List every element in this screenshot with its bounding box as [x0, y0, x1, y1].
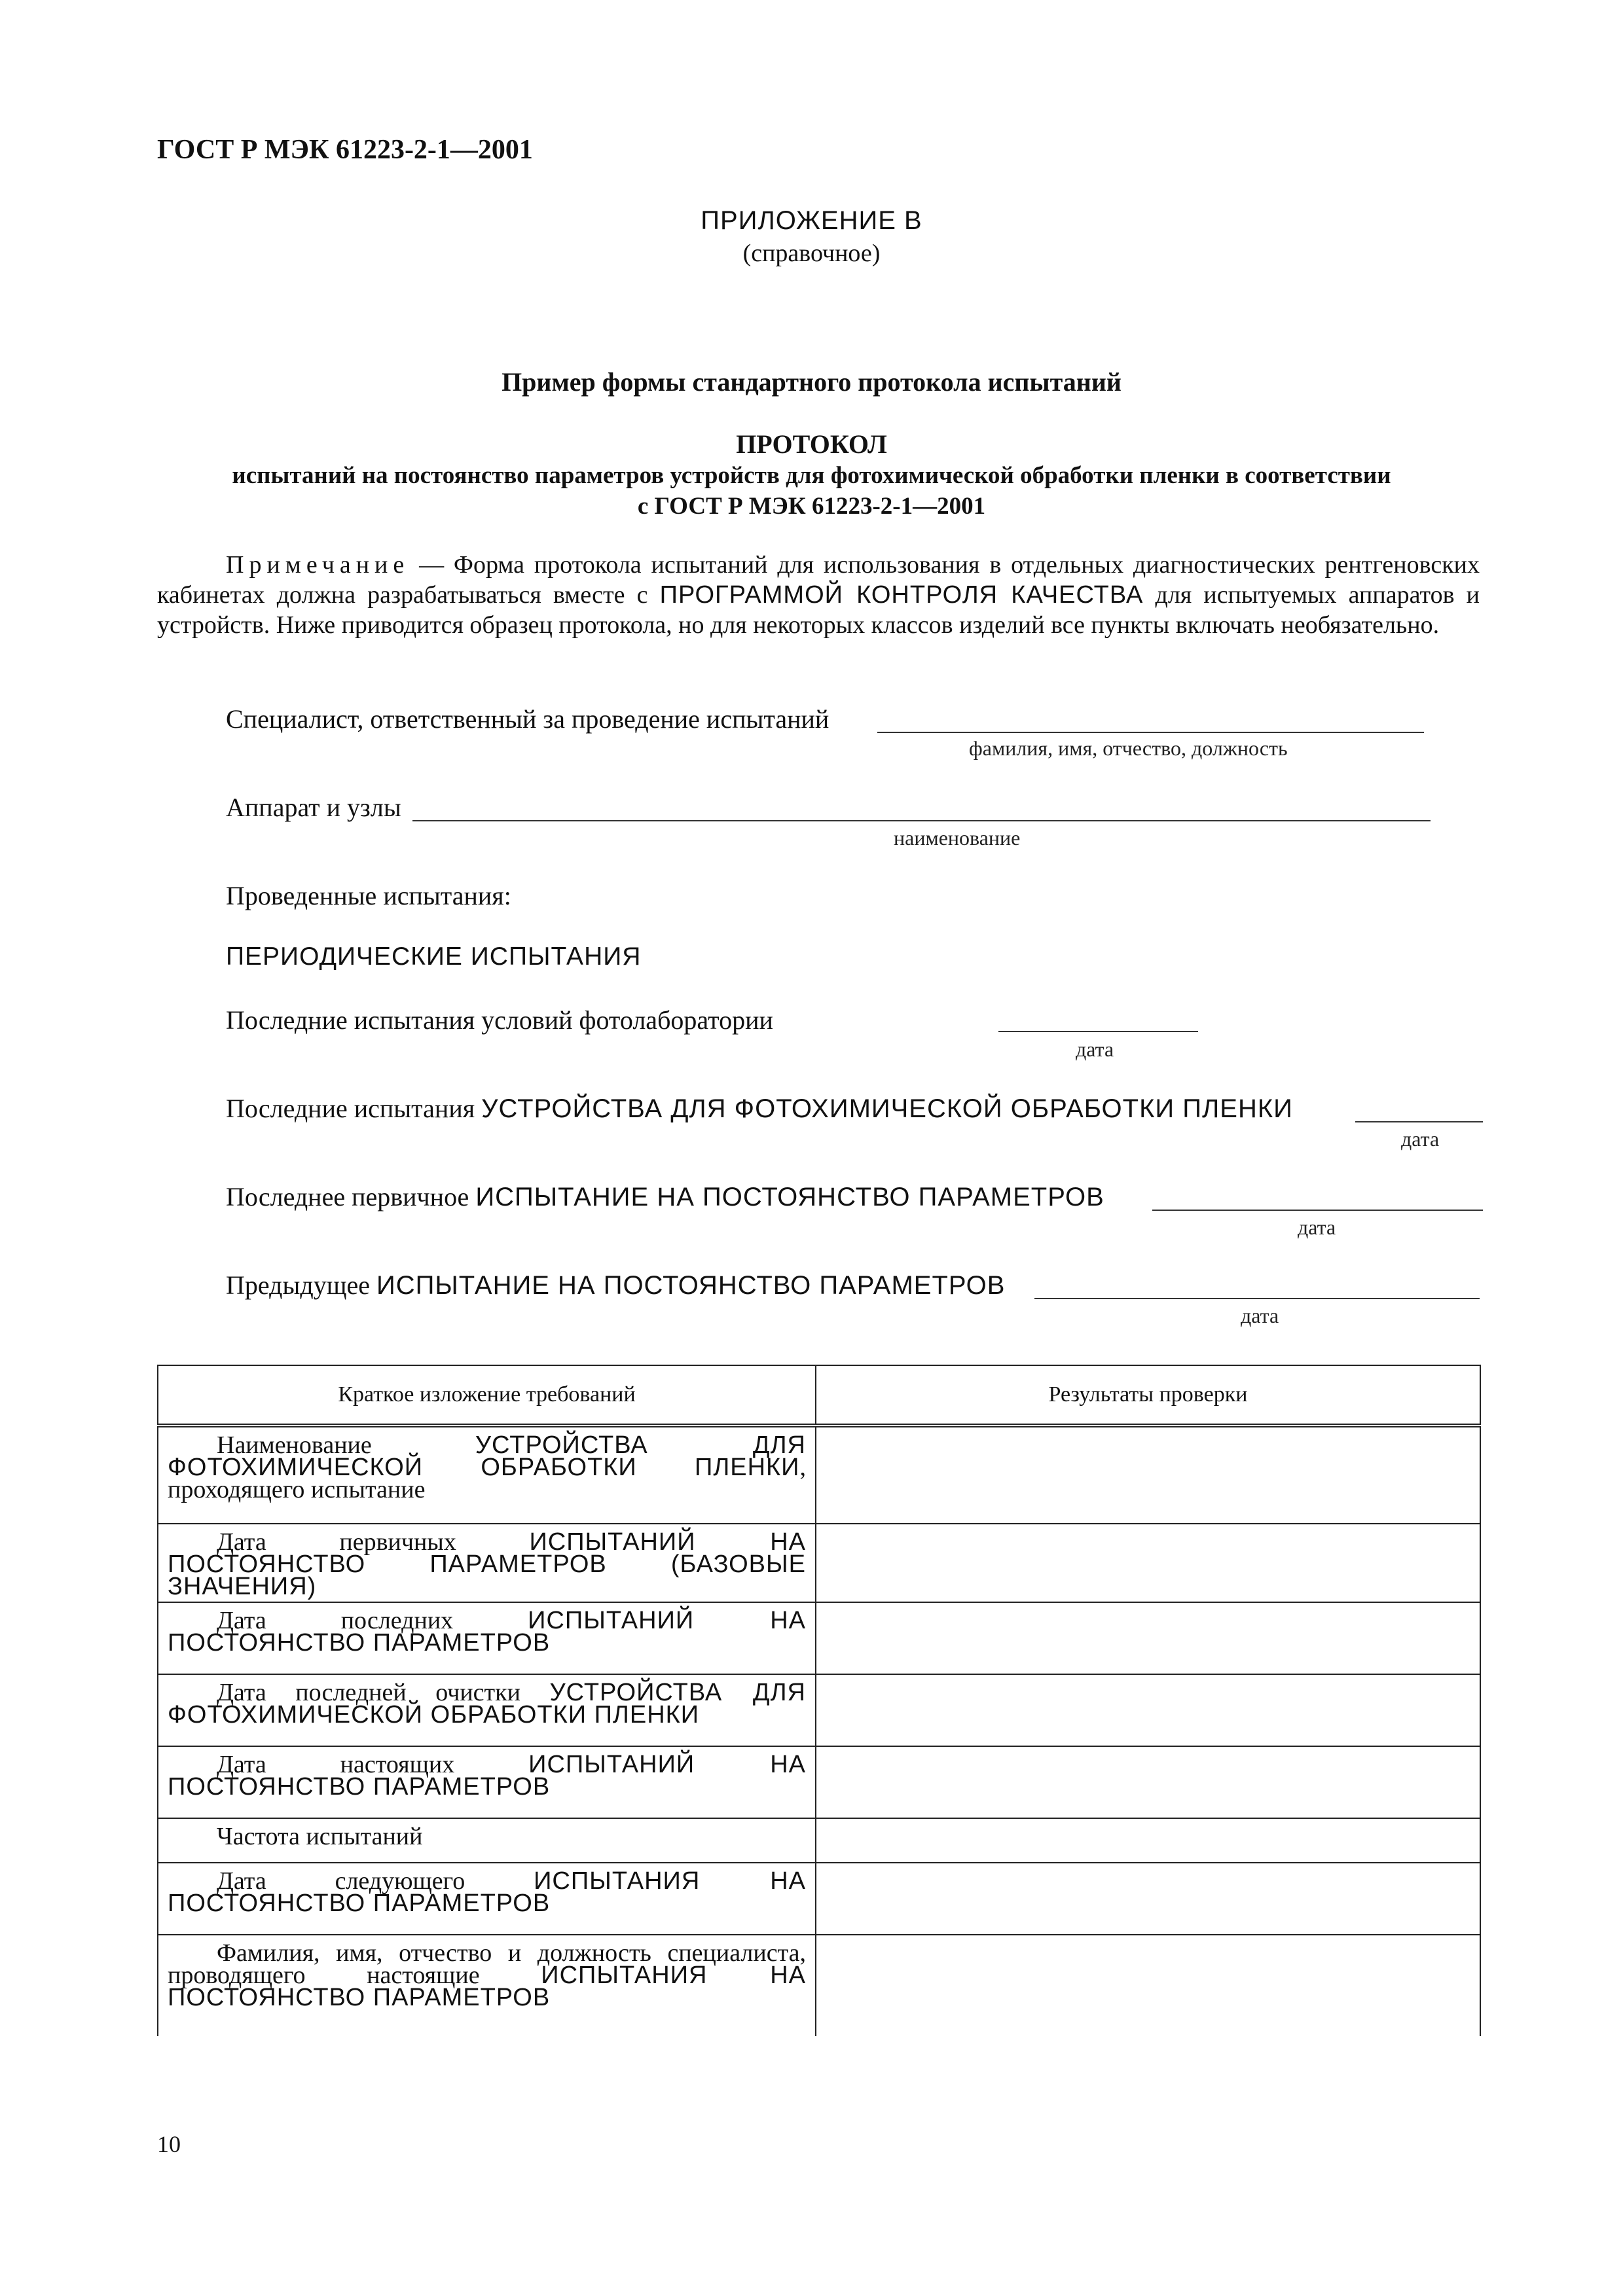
- note-text-part1: Форма протокола испытаний для использования в отдельных диагностических рентгеновских кабинетах должна разрабатываться вместе с: [157, 551, 1480, 609]
- requirement-caps: ИСПЫТАНИЯ НА ПОСТОЯНСТВО ПАРАМЕТРОВ: [168, 1962, 806, 2011]
- header-results: Результаты проверки: [816, 1365, 1480, 1426]
- last-device-label-plain: Последние испытания: [226, 1094, 482, 1123]
- requirement-text: Дата первичных: [217, 1528, 530, 1556]
- table-row: [158, 1674, 1480, 1746]
- previous-label-plain: Предыдущее: [226, 1270, 376, 1300]
- annex-title: ПРИЛОЖЕНИЕ В: [701, 206, 922, 235]
- table-row: [158, 1524, 1480, 1602]
- note-label: Примечание: [226, 551, 410, 579]
- result-cell[interactable]: [816, 1746, 1480, 1818]
- last-device-label-caps: УСТРОЙСТВА ДЛЯ ФОТОХИМИЧЕСКОЙ ОБРАБОТКИ ПЛЕНКИ: [481, 1094, 1293, 1123]
- result-cell[interactable]: [816, 1935, 1480, 2036]
- previous-date-line[interactable]: [1034, 1298, 1480, 1299]
- note-dash: —: [409, 551, 454, 579]
- table-row: [158, 1935, 1480, 2036]
- last-device-date-line[interactable]: [1355, 1121, 1483, 1122]
- apparatus-label: Аппарат и узлы: [226, 793, 401, 822]
- requirement-text: Наименование: [217, 1431, 475, 1459]
- note-text-caps: ПРОГРАММОЙ КОНТРОЛЯ КАЧЕСТВА: [659, 581, 1144, 609]
- last-primary-label-caps: ИСПЫТАНИЕ НА ПОСТОЯНСТВО ПАРАМЕТРОВ: [475, 1183, 1104, 1211]
- apparatus-caption: наименование: [894, 826, 1021, 850]
- last-device-tests-label: [226, 1093, 1293, 1124]
- requirement-text: Фамилия, имя, отчество и должность специалиста, проводящего настоящие: [168, 1939, 806, 1989]
- protocol-subtitle-line2: с ГОСТ Р МЭК 61223-2-1—2001: [637, 493, 986, 520]
- requirement-text-tail: , проходящего испытание: [168, 1454, 806, 1503]
- requirement-caps: ИСПЫТАНИЙ НА ПОСТОЯНСТВО ПАРАМЕТРОВ (БАЗОВЫЕ ЗНАЧЕНИЯ): [168, 1528, 806, 1600]
- table-header-row: [158, 1365, 1480, 1426]
- table-row: [158, 1746, 1480, 1818]
- result-cell[interactable]: [816, 1863, 1480, 1935]
- requirement-cell: [158, 1426, 816, 1524]
- page-number: 10: [157, 2131, 181, 2157]
- table-row: [158, 1602, 1480, 1674]
- last-primary-date-caption: дата: [1298, 1215, 1336, 1239]
- requirement-caps: УСТРОЙСТВА ДЛЯ ФОТОХИМИЧЕСКОЙ ОБРАБОТКИ ПЛЕНКИ: [168, 1679, 806, 1729]
- result-cell[interactable]: [816, 1602, 1480, 1674]
- last-lab-date-caption: дата: [1076, 1037, 1114, 1061]
- header-requirements: Краткое изложение требований: [158, 1365, 816, 1426]
- document-id: ГОСТ Р МЭК 61223-2-1—2001: [157, 135, 533, 165]
- requirement-text: Частота испытаний: [217, 1823, 423, 1850]
- example-title: Пример формы стандартного протокола испытаний: [501, 367, 1122, 397]
- specialist-input-line[interactable]: [877, 732, 1424, 733]
- last-lab-tests-label: Последние испытания условий фотолаборатории: [226, 1005, 773, 1035]
- specialist-caption: фамилия, имя, отчество, должность: [969, 736, 1288, 760]
- result-cell[interactable]: [816, 1674, 1480, 1746]
- table-row: [158, 1863, 1480, 1935]
- last-primary-label-plain: Последнее первичное: [226, 1182, 476, 1211]
- periodic-tests-label: ПЕРИОДИЧЕСКИЕ ИСПЫТАНИЯ: [226, 942, 642, 971]
- last-device-date-caption: дата: [1401, 1127, 1440, 1151]
- requirement-cell: [158, 1746, 816, 1818]
- last-primary-date-line[interactable]: [1152, 1210, 1483, 1211]
- table-row: [158, 1818, 1480, 1863]
- apparatus-input-line[interactable]: [412, 820, 1431, 821]
- last-lab-date-line[interactable]: [998, 1031, 1198, 1032]
- previous-test-label: [226, 1270, 1005, 1300]
- requirement-caps: ИСПЫТАНИЙ НА ПОСТОЯНСТВО ПАРАМЕТРОВ: [168, 1751, 806, 1801]
- note-text-part2: для испытуемых аппаратов и устройств. Ниже приводится образец протокола, но для некоторых классов изделий все пункты включать необязательно.: [157, 581, 1480, 639]
- requirement-text: Дата следующего: [217, 1867, 534, 1895]
- requirement-text: Дата последней очистки: [217, 1679, 550, 1706]
- result-cell[interactable]: [816, 1524, 1480, 1602]
- requirement-cell: [158, 1935, 816, 2036]
- results-table: [157, 1365, 1481, 2036]
- requirement-cell: [158, 1674, 816, 1746]
- requirement-caps: УСТРОЙСТВА ДЛЯ ФОТОХИМИЧЕСКОЙ ОБРАБОТКИ ПЛЕНКИ: [168, 1431, 806, 1481]
- tests-done-label: Проведенные испытания:: [226, 881, 511, 910]
- requirement-text: Дата последних: [217, 1607, 528, 1634]
- table-row: [158, 1426, 1480, 1524]
- note-paragraph: [157, 550, 1480, 640]
- previous-label-caps: ИСПЫТАНИЕ НА ПОСТОЯНСТВО ПАРАМЕТРОВ: [376, 1271, 1006, 1300]
- requirement-caps: ИСПЫТАНИЙ НА ПОСТОЯНСТВО ПАРАМЕТРОВ: [168, 1607, 806, 1657]
- requirement-text: Дата настоящих: [217, 1751, 529, 1778]
- requirement-caps: ИСПЫТАНИЯ НА ПОСТОЯНСТВО ПАРАМЕТРОВ: [168, 1867, 806, 1917]
- requirement-cell: [158, 1863, 816, 1935]
- annex-subtitle: (справочное): [742, 240, 881, 267]
- result-cell[interactable]: [816, 1818, 1480, 1863]
- last-primary-test-label: [226, 1181, 1104, 1212]
- previous-date-caption: дата: [1241, 1304, 1279, 1327]
- requirement-cell: [158, 1602, 816, 1674]
- requirement-cell: [158, 1524, 816, 1602]
- protocol-title: ПРОТОКОЛ: [736, 429, 887, 459]
- protocol-subtitle-line1: испытаний на постоянство параметров устройств для фотохимической обработки пленки в соответствии: [232, 462, 1391, 489]
- specialist-label: Специалист, ответственный за проведение испытаний: [226, 704, 830, 734]
- requirement-cell: [158, 1818, 816, 1863]
- result-cell[interactable]: [816, 1426, 1480, 1524]
